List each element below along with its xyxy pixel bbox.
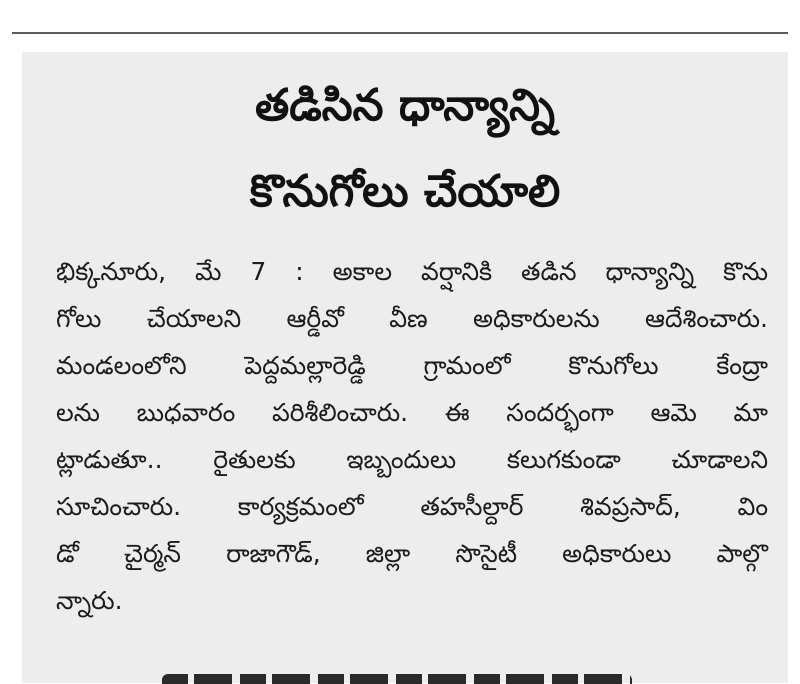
body-line: భిక్కనూరు, మే 7 : అకాల వర్షానికి తడిన ధాన్యాన్ని కొను bbox=[56, 257, 768, 286]
body-line: గోలు చేయాలని ఆర్డీవో వీణ అధికారులను ఆదేశించారు. bbox=[56, 304, 768, 333]
next-headline-fragment bbox=[162, 670, 632, 684]
headline-line-1: తడిసిన ధాన్యాన్ని bbox=[254, 80, 556, 131]
page-top-margin bbox=[0, 0, 800, 32]
headline-line-2: కొనుగోలు చేయాలి bbox=[249, 166, 561, 217]
body-line: న్నారు. bbox=[56, 586, 123, 615]
body-line: సూచించారు. కార్యక్రమంలో తహసీల్దార్ శివప్రసాద్, విం bbox=[56, 492, 768, 521]
article-body bbox=[56, 248, 768, 624]
news-article bbox=[22, 52, 788, 683]
body-line: మండలంలోని పెద్దమల్లారెడ్డి గ్రామంలో కొనుగోలు కేంద్రా bbox=[56, 351, 768, 380]
body-line: డో చైర్మన్ రాజాగౌడ్, జిల్లా సొసైటీ అధికారులు పాల్గొ bbox=[56, 539, 768, 568]
column-divider bbox=[12, 32, 788, 34]
body-line: లను బుధవారం పరిశీలించారు. ఈ సందర్భంగా ఆమె మా bbox=[56, 398, 768, 427]
body-line: ట్లాడుతూ.. రైతులకు ఇబ్బందులు కలుగకుండా చూడాలని bbox=[56, 445, 768, 474]
